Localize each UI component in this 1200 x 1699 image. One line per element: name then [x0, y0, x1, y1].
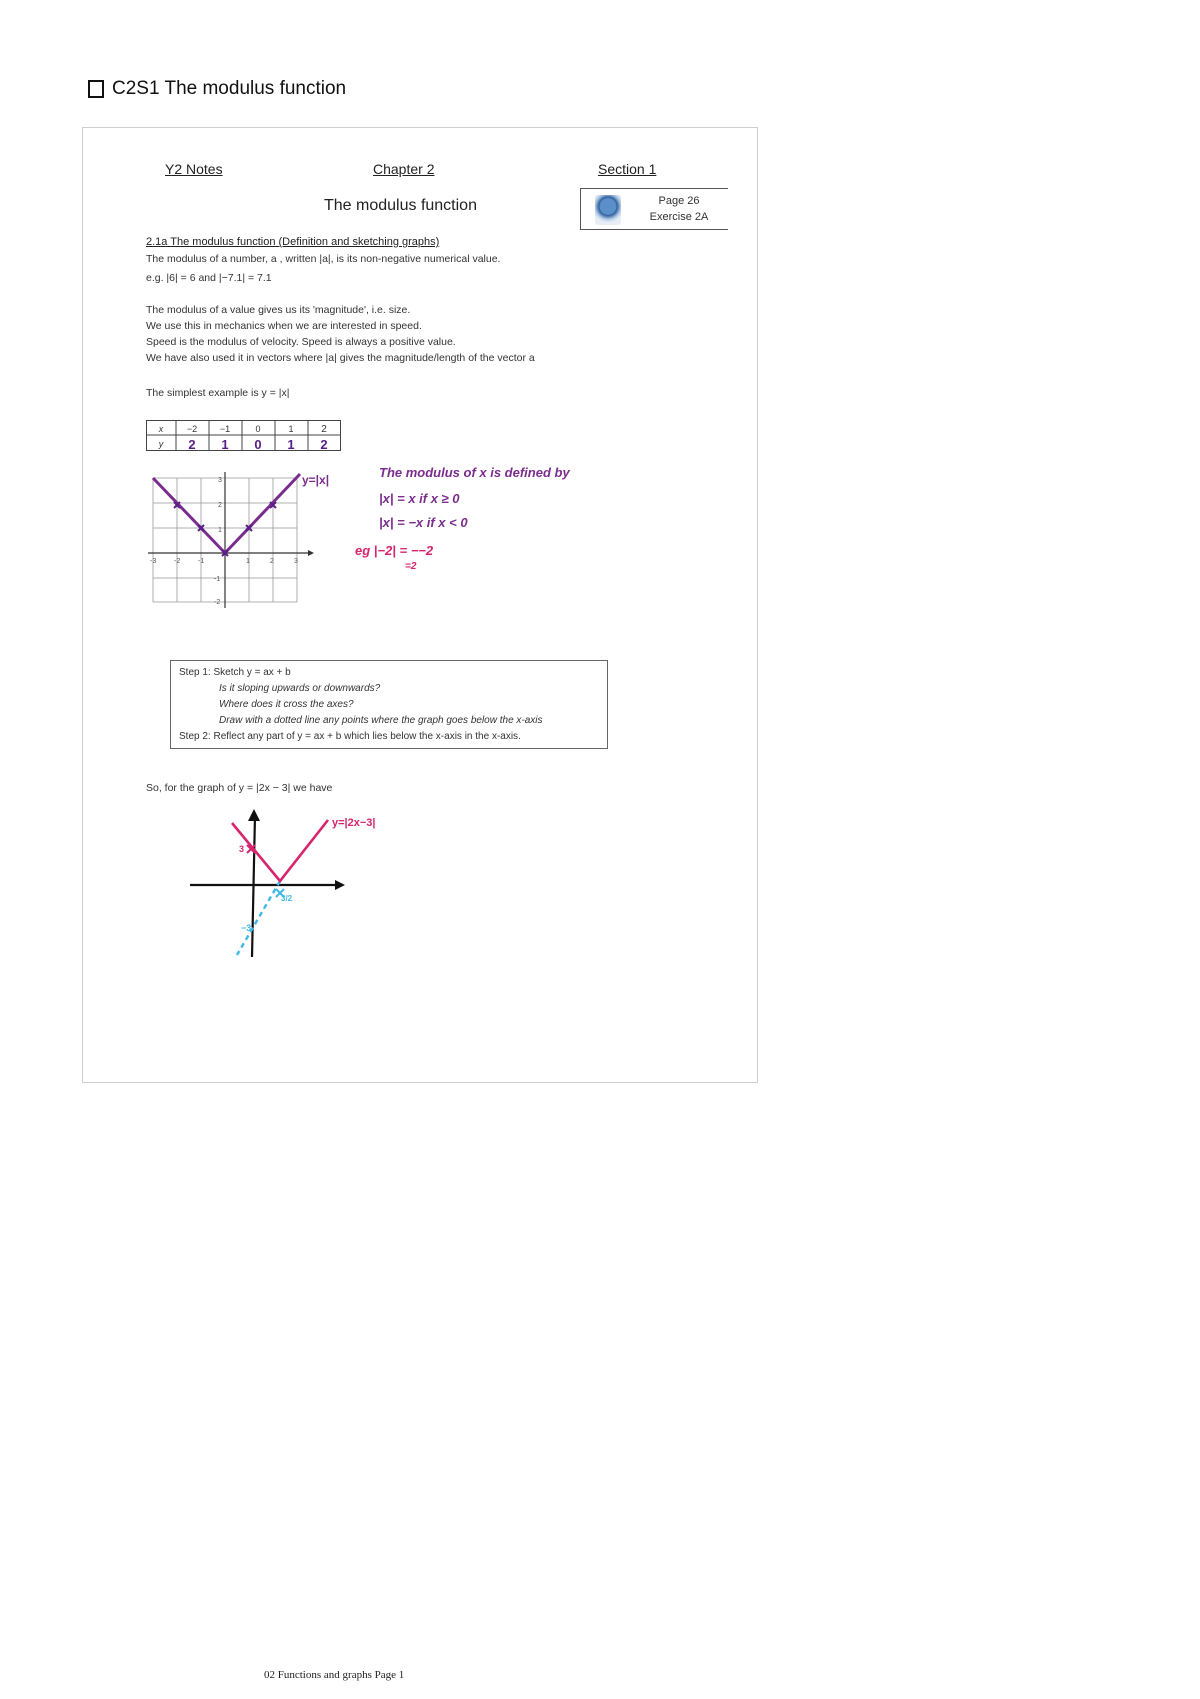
magnitude-line: The modulus of a value gives us its 'magnitude', i.e. size.: [146, 304, 411, 316]
svg-text:3: 3: [218, 477, 222, 484]
example-line: e.g. |6| = 6 and |−7.1| = 7.1: [146, 272, 272, 284]
table-x-cell: 0: [255, 424, 261, 434]
svg-text:-3: -3: [150, 558, 157, 565]
magnitude-line: We have also used it in vectors where |a| gives the magnitude/length of the vector a: [146, 352, 535, 364]
magnitude-line: Speed is the modulus of velocity. Speed is always a positive value.: [146, 336, 456, 348]
value-table: [146, 420, 342, 452]
table-x-cell: −2: [186, 424, 198, 434]
ref-exercise: Exercise 2A: [649, 211, 709, 223]
step-question: Where does it cross the axes?: [219, 699, 354, 710]
graph2-y-intercept-mark: 3: [239, 844, 245, 854]
header-section: Section 1: [598, 161, 657, 177]
svg-text:1: 1: [246, 558, 250, 565]
reference-box: [580, 188, 728, 230]
graph1-label: y=|x|: [302, 473, 330, 487]
table-x-label: x: [158, 424, 164, 434]
step-2: Step 2: Reflect any part of y = ax + b which lies below the x-axis in the x-axis.: [179, 731, 521, 742]
graph2-neg-intercept-mark: −3: [241, 923, 252, 933]
page-heading: [88, 78, 346, 100]
handwritten-line: |x| = −x if x < 0: [379, 515, 468, 530]
handwritten-example: eg |−2| = −−2: [355, 543, 434, 558]
header-chapter: Chapter 2: [373, 161, 435, 177]
definition-line: The modulus of a number, a , written |a|, is its non-negative numerical value.: [146, 253, 501, 265]
step-question: Is it sloping upwards or downwards?: [219, 683, 381, 694]
table-y-cell: 1: [287, 437, 295, 452]
table-y-cell: 1: [221, 437, 229, 452]
svg-text:2: 2: [270, 558, 274, 565]
table-y-cell: 2: [320, 437, 328, 452]
graph2-label: y=|2x−3|: [332, 817, 376, 829]
steps-box: [170, 660, 608, 749]
table-x-cell: 2: [321, 424, 327, 435]
svg-text:-2: -2: [174, 558, 181, 565]
table-y-cell: 0: [254, 437, 262, 452]
table-x-cell: 1: [288, 424, 294, 434]
notes-title: The modulus function: [324, 197, 477, 214]
svg-text:-1: -1: [214, 576, 221, 583]
checkbox-icon[interactable]: [88, 80, 104, 98]
page-footer: 02 Functions and graphs Page 1: [264, 1669, 405, 1681]
simplest-example: The simplest example is y = |x|: [146, 387, 290, 399]
header-y2-notes: Y2 Notes: [165, 161, 223, 177]
svg-text:2: 2: [218, 502, 222, 509]
svg-text:-1: -1: [198, 558, 205, 565]
handwritten-line: |x| = x if x ≥ 0: [379, 491, 460, 506]
handwritten-notes: [355, 455, 695, 575]
table-x-cell: −1: [219, 424, 231, 434]
step-question: Draw with a dotted line any points where the graph goes below the x-axis: [219, 715, 543, 726]
handwritten-line: The modulus of x is defined by: [379, 465, 570, 480]
svg-text:1: 1: [218, 527, 222, 534]
graph2-x-intercept-mark: 3/2: [281, 894, 293, 903]
graph-y-equals-abs-x: [140, 462, 350, 612]
svg-text:-2: -2: [214, 599, 221, 606]
handwritten-example-result: =2: [405, 561, 417, 572]
table-y-cell: 2: [188, 437, 196, 452]
svg-text:3: 3: [294, 558, 298, 565]
ref-page: Page 26: [658, 195, 700, 207]
page-title: C2S1 The modulus function: [112, 78, 347, 99]
section-heading: 2.1a The modulus function (Definition and sketching graphs): [146, 236, 440, 248]
table-y-label: y: [158, 439, 164, 449]
graph-y-equals-abs-2x-minus-3: [185, 805, 405, 965]
graph2-intro: So, for the graph of y = |2x − 3| we have: [146, 782, 333, 794]
logo-icon: [595, 195, 621, 225]
magnitude-line: We use this in mechanics when we are interested in speed.: [146, 320, 422, 332]
step-1: Step 1: Sketch y = ax + b: [179, 667, 291, 678]
